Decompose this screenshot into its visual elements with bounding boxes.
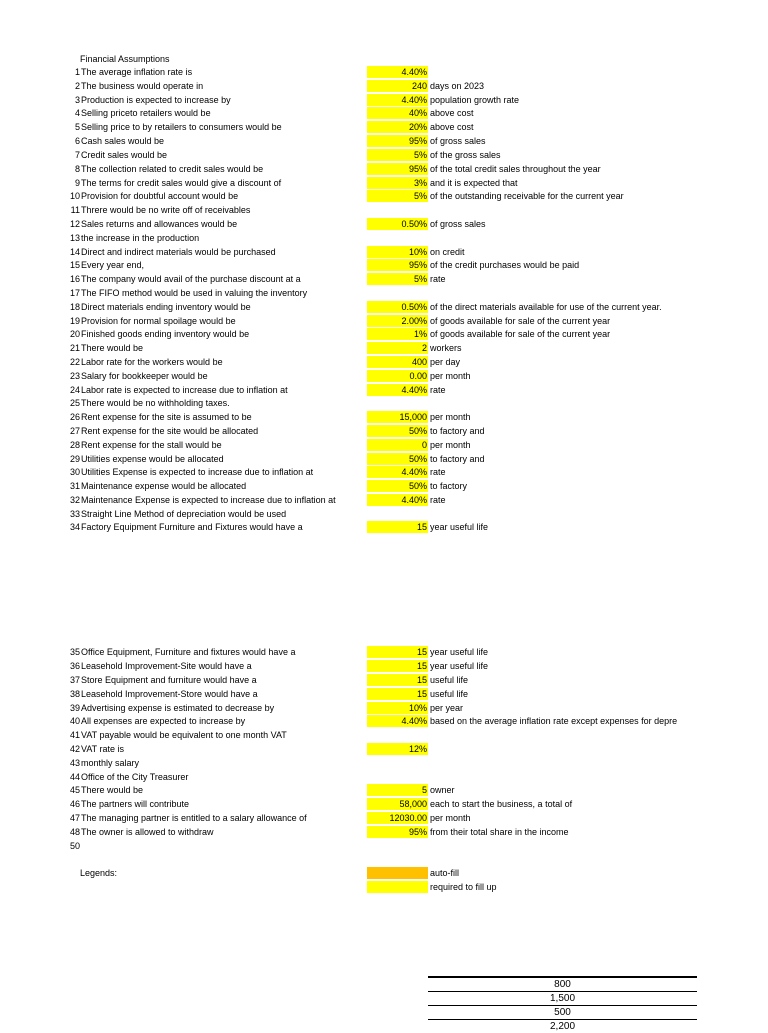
legend-swatch-required [367,881,428,893]
assumption-label: Cash sales would be [81,136,165,146]
assumption-value-cell[interactable]: 15 [367,674,428,686]
row-number: 41 [69,730,80,740]
assumption-label: Direct and indirect materials would be purchased [81,247,276,257]
legend-swatch-autofill [367,867,428,879]
assumption-value-cell[interactable]: 4.40% [367,466,428,478]
assumption-note: above cost [430,108,474,118]
assumption-label: VAT rate is [81,744,125,754]
assumption-note: rate [430,274,446,284]
assumption-label: The owner is allowed to withdraw [81,827,214,837]
assumption-label: The collection related to credit sales would be [81,164,264,174]
assumption-label: The partners will contribute [81,799,190,809]
row-number: 40 [69,716,80,726]
assumption-value-cell[interactable]: 95% [367,135,428,147]
row-number: 31 [69,481,80,491]
assumption-note: to factory [430,481,468,491]
assumption-note: of goods available for sale of the current year [430,316,611,326]
assumption-note: rate [430,495,446,505]
assumption-value-cell[interactable]: 4.40% [367,715,428,727]
assumption-note: useful life [430,689,469,699]
row-number: 25 [69,398,80,408]
row-number: 46 [69,799,80,809]
assumption-label: Credit sales would be [81,150,168,160]
row-number: 30 [69,467,80,477]
row-number: 39 [69,703,80,713]
row-number: 32 [69,495,80,505]
row-number: 9 [74,178,80,188]
assumption-note: of the total credit sales throughout the year [430,164,601,174]
assumption-note: to factory and [430,426,485,436]
bottom-table-cell[interactable]: 2,200 [428,1019,697,1033]
legend-label-required: required to fill up [430,882,497,892]
assumption-value-cell[interactable]: 1% [367,328,428,340]
row-number: 36 [69,661,80,671]
assumption-value-cell[interactable]: 15 [367,521,428,533]
assumption-value-cell[interactable]: 15 [367,688,428,700]
row-number: 10 [69,191,80,201]
assumption-label: Maintenance expense would be allocated [81,481,247,491]
assumption-value-cell[interactable]: 5 [367,784,428,796]
assumption-value-cell[interactable]: 4.40% [367,384,428,396]
row-number: 8 [74,164,80,174]
assumption-label: Utilities Expense is expected to increase due to inflation at [81,467,314,477]
row-number: 1 [74,67,80,77]
row-number: 4 [74,108,80,118]
assumption-label: Rent expense for the site would be allocated [81,426,259,436]
assumption-value-cell[interactable]: 4.40% [367,94,428,106]
assumption-note: above cost [430,122,474,132]
assumption-label: VAT payable would be equivalent to one month VAT [81,730,287,740]
assumption-value-cell[interactable]: 0.50% [367,301,428,313]
assumption-note: per month [430,412,471,422]
assumption-note: of the gross sales [430,150,501,160]
row-number: 45 [69,785,80,795]
assumption-value-cell[interactable]: 15 [367,646,428,658]
assumption-note: of the outstanding receivable for the current year [430,191,624,201]
bottom-summary-table [428,976,697,1033]
assumption-value-cell[interactable]: 5% [367,273,428,285]
assumption-label: The managing partner is entitled to a salary allowance of [81,813,307,823]
row-number: 47 [69,813,80,823]
assumption-label: Finished goods ending inventory would be [81,329,250,339]
assumption-label: Provision for normal spoilage would be [81,316,236,326]
assumption-label: Selling price to by retailers to consumers would be [81,122,282,132]
assumption-label: Every year end, [81,260,145,270]
row-number: 16 [69,274,80,284]
assumption-value-cell[interactable]: 0.50% [367,218,428,230]
row-number: 18 [69,302,80,312]
assumption-note: per month [430,440,471,450]
assumption-value-cell[interactable]: 50% [367,453,428,465]
assumption-label: The average inflation rate is [81,67,193,77]
assumption-label: The terms for credit sales would give a discount of [81,178,282,188]
assumption-note: useful life [430,675,469,685]
assumption-note: on credit [430,247,465,257]
assumption-value-cell[interactable]: 4.40% [367,66,428,78]
assumption-label: The FIFO method would be used in valuing the inventory [81,288,308,298]
assumption-label: There would be [81,785,144,795]
row-number: 5 [74,122,80,132]
assumption-value-cell[interactable]: 12% [367,743,428,755]
assumption-note: based on the average inflation rate except expenses for depre [430,716,678,726]
assumption-label: Salary for bookkeeper would be [81,371,208,381]
assumption-label: Leasehold Improvement-Store would have a [81,689,258,699]
assumption-label: Rent expense for the site is assumed to be [81,412,252,422]
row-number: 43 [69,758,80,768]
assumption-value-cell[interactable]: 10% [367,246,428,258]
assumption-label: Office of the City Treasurer [81,772,189,782]
assumption-value-cell[interactable]: 2 [367,342,428,354]
assumption-note: per day [430,357,461,367]
assumption-label: Provision for doubtful account would be [81,191,239,201]
assumption-value-cell[interactable]: 15,000 [367,411,428,423]
row-number: 28 [69,440,80,450]
legends-label: Legends: [80,868,118,878]
assumption-note: per month [430,371,471,381]
assumption-label: monthly salary [81,758,140,768]
legend-label-autofill: auto-fill [430,868,460,878]
assumption-note: of gross sales [430,219,486,229]
assumption-label: Straight Line Method of depreciation would be used [81,509,287,519]
assumption-note: of goods available for sale of the current year [430,329,611,339]
assumption-value-cell[interactable]: 0 [367,439,428,451]
assumption-note: each to start the business, a total of [430,799,573,809]
assumption-value-cell[interactable]: 12030.00 [367,812,428,824]
assumption-label: Utilities expense would be allocated [81,454,224,464]
assumption-note: year useful life [430,661,489,671]
assumption-value-cell[interactable]: 5% [367,149,428,161]
assumption-value-cell[interactable]: 10% [367,702,428,714]
assumption-label: Labor rate is expected to increase due to inflation at [81,385,288,395]
assumption-label: Production is expected to increase by [81,95,231,105]
assumption-label: The business would operate in [81,81,204,91]
row-number: 11 [70,205,80,215]
row-number: 21 [69,343,80,353]
row-number: 48 [69,827,80,837]
assumption-label: Leasehold Improvement-Site would have a [81,661,252,671]
assumption-label: Selling priceto retailers would be [81,108,211,118]
row-number: 42 [69,744,80,754]
row-number: 23 [69,371,80,381]
assumption-label: Store Equipment and furniture would have a [81,675,257,685]
assumption-label: Rent expense for the stall would be [81,440,222,450]
assumption-value-cell[interactable]: 240 [367,80,428,92]
bottom-table-cell[interactable]: 800 [428,976,697,991]
bottom-table-cell[interactable]: 1,500 [428,991,697,1005]
assumption-label: There would be [81,343,144,353]
row-number: 20 [69,329,80,339]
row-number: 33 [69,509,80,519]
row-number: 19 [69,316,80,326]
row-number: 24 [69,385,80,395]
row-number: 29 [69,454,80,464]
assumption-value-cell[interactable]: 400 [367,356,428,368]
row-number: 13 [69,233,80,243]
assumption-note: from their total share in the income [430,827,569,837]
row-number: 26 [69,412,80,422]
row-number: 2 [74,81,80,91]
assumption-label: Sales returns and allowances would be [81,219,238,229]
assumption-note: of the direct materials available for use of the current year. [430,302,662,312]
assumption-value-cell[interactable]: 20% [367,121,428,133]
bottom-table-cell[interactable]: 500 [428,1005,697,1019]
assumption-note: population growth rate [430,95,520,105]
row-number: 6 [74,136,80,146]
assumption-label: All expenses are expected to increase by [81,716,246,726]
assumption-label: Threre would be no write off of receivables [81,205,251,215]
assumption-note: and it is expected that [430,178,518,188]
row-number: 14 [69,247,80,257]
assumption-note: days on 2023 [430,81,485,91]
assumption-label: Labor rate for the workers would be [81,357,223,367]
assumption-note: year useful life [430,647,489,657]
assumption-value-cell[interactable]: 4.40% [367,494,428,506]
assumption-note: year useful life [430,522,489,532]
assumption-label: The company would avail of the purchase discount at a [81,274,301,284]
assumption-value-cell[interactable]: 50% [367,425,428,437]
assumption-value-cell[interactable]: 58,000 [367,798,428,810]
assumption-note: of gross sales [430,136,486,146]
assumption-note: rate [430,385,446,395]
assumption-note: workers [430,343,462,353]
assumption-label: Office Equipment, Furniture and fixtures would have a [81,647,296,657]
row-number: 35 [69,647,80,657]
assumption-value-cell[interactable]: 95% [367,259,428,271]
assumption-note: per year [430,703,464,713]
assumption-label: Direct materials ending inventory would be [81,302,251,312]
assumption-note: rate [430,467,446,477]
row-number: 44 [69,772,80,782]
assumption-value-cell[interactable]: 2.00% [367,315,428,327]
row-number: 27 [69,426,80,436]
assumption-note: owner [430,785,455,795]
row-number: 37 [69,675,80,685]
row-number: 3 [74,95,80,105]
assumption-note: per month [430,813,471,823]
assumption-label: the increase in the production [81,233,200,243]
row-number: 12 [69,219,80,229]
assumption-value-cell[interactable]: 50% [367,480,428,492]
row-number: 38 [69,689,80,699]
assumption-value-cell[interactable]: 95% [367,163,428,175]
row-number: 34 [69,522,80,532]
assumption-value-cell[interactable]: 15 [367,660,428,672]
assumption-label: Factory Equipment Furniture and Fixtures would have a [81,522,303,532]
row-number: 15 [69,260,80,270]
assumption-label: There would be no withholding taxes. [81,398,230,408]
assumption-value-cell[interactable]: 5% [367,190,428,202]
assumption-note: to factory and [430,454,485,464]
assumption-value-cell[interactable]: 0.00 [367,370,428,382]
assumption-value-cell[interactable]: 40% [367,107,428,119]
assumption-label: Maintenance Expense is expected to increase due to inflation at [81,495,336,505]
assumption-note: of the credit purchases would be paid [430,260,580,270]
row-number: 7 [74,150,80,160]
row-number: 17 [69,288,80,298]
row-number: 22 [69,357,80,367]
assumption-value-cell[interactable]: 95% [367,826,428,838]
row-number: 50 [69,841,80,851]
sheet-title: Financial Assumptions [80,54,170,64]
assumption-label: Advertising expense is estimated to decrease by [81,703,275,713]
assumption-value-cell[interactable]: 3% [367,177,428,189]
